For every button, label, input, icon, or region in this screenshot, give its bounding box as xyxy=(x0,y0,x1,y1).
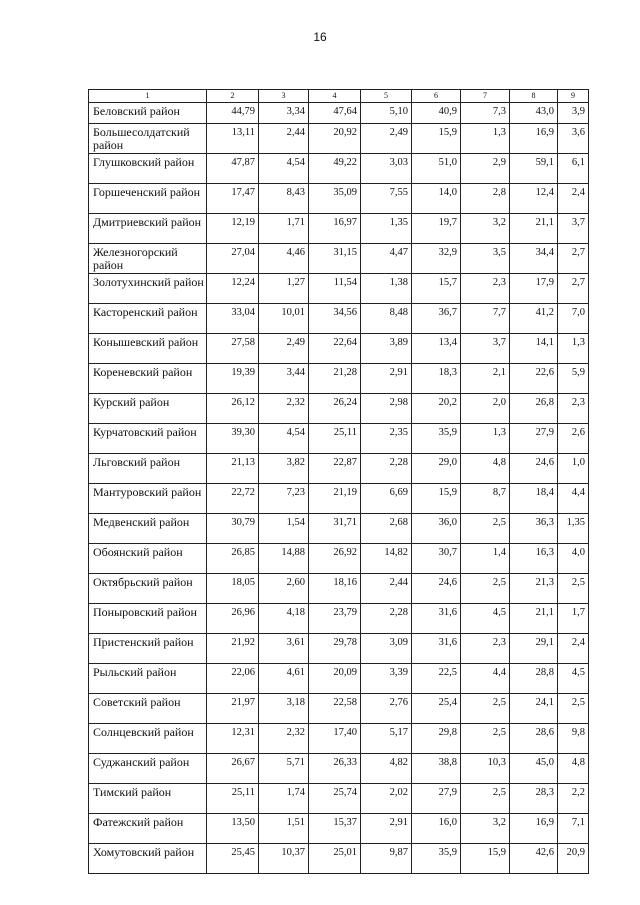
value-cell: 4,54 xyxy=(259,154,309,184)
column-header: 2 xyxy=(207,90,259,103)
value-cell: 31,15 xyxy=(309,244,361,274)
value-cell: 36,3 xyxy=(510,514,558,544)
value-cell: 3,7 xyxy=(461,334,510,364)
value-cell: 7,0 xyxy=(558,304,589,334)
value-cell: 3,9 xyxy=(558,103,589,124)
value-cell: 4,47 xyxy=(361,244,412,274)
district-name-cell: Солнцевский район xyxy=(89,724,207,754)
table-row xyxy=(89,454,589,484)
table-row xyxy=(89,544,589,574)
table-row xyxy=(89,724,589,754)
district-name-cell: Дмитриевский район xyxy=(89,214,207,244)
district-name-cell: Октябрьский район xyxy=(89,574,207,604)
table-row xyxy=(89,514,589,544)
value-cell: 2,3 xyxy=(558,394,589,424)
value-cell: 2,98 xyxy=(361,394,412,424)
table-row xyxy=(89,754,589,784)
value-cell: 1,71 xyxy=(259,214,309,244)
value-cell: 2,5 xyxy=(558,694,589,724)
value-cell: 1,51 xyxy=(259,814,309,844)
value-cell: 4,8 xyxy=(558,754,589,784)
table-body xyxy=(89,103,589,874)
value-cell: 2,3 xyxy=(461,274,510,304)
value-cell: 16,97 xyxy=(309,214,361,244)
district-name-cell: Железногорский район xyxy=(89,244,207,274)
value-cell: 26,24 xyxy=(309,394,361,424)
value-cell: 13,11 xyxy=(207,124,259,154)
table-row xyxy=(89,634,589,664)
value-cell: 16,3 xyxy=(510,544,558,574)
value-cell: 26,92 xyxy=(309,544,361,574)
district-name-cell: Рыльский район xyxy=(89,664,207,694)
value-cell: 4,54 xyxy=(259,424,309,454)
value-cell: 2,4 xyxy=(558,184,589,214)
value-cell: 16,9 xyxy=(510,814,558,844)
value-cell: 7,3 xyxy=(461,103,510,124)
value-cell: 31,6 xyxy=(412,604,461,634)
value-cell: 8,7 xyxy=(461,484,510,514)
value-cell: 4,4 xyxy=(461,664,510,694)
value-cell: 18,3 xyxy=(412,364,461,394)
value-cell: 21,13 xyxy=(207,454,259,484)
value-cell: 3,44 xyxy=(259,364,309,394)
column-header: 3 xyxy=(259,90,309,103)
value-cell: 1,74 xyxy=(259,784,309,814)
table-row xyxy=(89,484,589,514)
column-header: 5 xyxy=(361,90,412,103)
value-cell: 2,76 xyxy=(361,694,412,724)
value-cell: 15,9 xyxy=(412,484,461,514)
district-name-cell: Горшеченский район xyxy=(89,184,207,214)
value-cell: 16,0 xyxy=(412,814,461,844)
value-cell: 2,0 xyxy=(461,394,510,424)
district-name-cell: Большесолдатский район xyxy=(89,124,207,154)
value-cell: 2,6 xyxy=(558,424,589,454)
value-cell: 11,54 xyxy=(309,274,361,304)
value-cell: 3,82 xyxy=(259,454,309,484)
value-cell: 29,0 xyxy=(412,454,461,484)
value-cell: 34,4 xyxy=(510,244,558,274)
value-cell: 24,1 xyxy=(510,694,558,724)
value-cell: 3,34 xyxy=(259,103,309,124)
value-cell: 20,09 xyxy=(309,664,361,694)
value-cell: 12,31 xyxy=(207,724,259,754)
value-cell: 12,19 xyxy=(207,214,259,244)
value-cell: 7,55 xyxy=(361,184,412,214)
value-cell: 21,28 xyxy=(309,364,361,394)
value-cell: 5,10 xyxy=(361,103,412,124)
district-name-cell: Тимский район xyxy=(89,784,207,814)
value-cell: 2,68 xyxy=(361,514,412,544)
table-row xyxy=(89,154,589,184)
table-row xyxy=(89,574,589,604)
value-cell: 1,0 xyxy=(558,454,589,484)
value-cell: 30,79 xyxy=(207,514,259,544)
district-name-cell: Хомутовский район xyxy=(89,844,207,874)
table-row xyxy=(89,334,589,364)
value-cell: 1,4 xyxy=(461,544,510,574)
value-cell: 2,28 xyxy=(361,604,412,634)
value-cell: 7,7 xyxy=(461,304,510,334)
value-cell: 28,8 xyxy=(510,664,558,694)
value-cell: 31,71 xyxy=(309,514,361,544)
value-cell: 2,60 xyxy=(259,574,309,604)
value-cell: 26,8 xyxy=(510,394,558,424)
value-cell: 29,1 xyxy=(510,634,558,664)
value-cell: 25,11 xyxy=(207,784,259,814)
value-cell: 4,18 xyxy=(259,604,309,634)
value-cell: 17,40 xyxy=(309,724,361,754)
value-cell: 28,3 xyxy=(510,784,558,814)
table-row xyxy=(89,664,589,694)
value-cell: 1,3 xyxy=(461,424,510,454)
value-cell: 8,43 xyxy=(259,184,309,214)
value-cell: 1,54 xyxy=(259,514,309,544)
value-cell: 25,45 xyxy=(207,844,259,874)
value-cell: 6,69 xyxy=(361,484,412,514)
district-name-cell: Советский район xyxy=(89,694,207,724)
value-cell: 2,49 xyxy=(361,124,412,154)
value-cell: 41,2 xyxy=(510,304,558,334)
district-name-cell: Поныровский район xyxy=(89,604,207,634)
page-number: 16 xyxy=(313,30,327,44)
value-cell: 2,3 xyxy=(461,634,510,664)
value-cell: 21,92 xyxy=(207,634,259,664)
district-name-cell: Суджанский район xyxy=(89,754,207,784)
district-name-cell: Обоянский район xyxy=(89,544,207,574)
value-cell: 4,0 xyxy=(558,544,589,574)
value-cell: 14,88 xyxy=(259,544,309,574)
value-cell: 2,7 xyxy=(558,244,589,274)
value-cell: 5,71 xyxy=(259,754,309,784)
value-cell: 3,6 xyxy=(558,124,589,154)
table-row xyxy=(89,184,589,214)
district-name-cell: Конышевский район xyxy=(89,334,207,364)
value-cell: 3,18 xyxy=(259,694,309,724)
value-cell: 2,5 xyxy=(461,514,510,544)
value-cell: 21,1 xyxy=(510,214,558,244)
value-cell: 7,1 xyxy=(558,814,589,844)
value-cell: 2,5 xyxy=(558,574,589,604)
value-cell: 26,12 xyxy=(207,394,259,424)
value-cell: 22,58 xyxy=(309,694,361,724)
value-cell: 1,7 xyxy=(558,604,589,634)
value-cell: 14,82 xyxy=(361,544,412,574)
value-cell: 3,2 xyxy=(461,214,510,244)
value-cell: 25,01 xyxy=(309,844,361,874)
value-cell: 34,56 xyxy=(309,304,361,334)
value-cell: 12,4 xyxy=(510,184,558,214)
value-cell: 22,72 xyxy=(207,484,259,514)
value-cell: 3,09 xyxy=(361,634,412,664)
value-cell: 22,64 xyxy=(309,334,361,364)
value-cell: 22,5 xyxy=(412,664,461,694)
value-cell: 8,48 xyxy=(361,304,412,334)
value-cell: 31,6 xyxy=(412,634,461,664)
value-cell: 4,5 xyxy=(558,664,589,694)
value-cell: 19,7 xyxy=(412,214,461,244)
value-cell: 20,9 xyxy=(558,844,589,874)
value-cell: 12,24 xyxy=(207,274,259,304)
value-cell: 19,39 xyxy=(207,364,259,394)
value-cell: 33,04 xyxy=(207,304,259,334)
value-cell: 35,9 xyxy=(412,844,461,874)
value-cell: 45,0 xyxy=(510,754,558,784)
value-cell: 4,5 xyxy=(461,604,510,634)
table-row xyxy=(89,304,589,334)
value-cell: 2,8 xyxy=(461,184,510,214)
value-cell: 25,74 xyxy=(309,784,361,814)
value-cell: 27,04 xyxy=(207,244,259,274)
value-cell: 1,27 xyxy=(259,274,309,304)
table-row xyxy=(89,364,589,394)
value-cell: 25,11 xyxy=(309,424,361,454)
value-cell: 7,23 xyxy=(259,484,309,514)
column-header: 6 xyxy=(412,90,461,103)
value-cell: 2,49 xyxy=(259,334,309,364)
table-row xyxy=(89,604,589,634)
table-row xyxy=(89,844,589,874)
value-cell: 10,3 xyxy=(461,754,510,784)
value-cell: 32,9 xyxy=(412,244,461,274)
value-cell: 15,9 xyxy=(461,844,510,874)
value-cell: 21,97 xyxy=(207,694,259,724)
table-row xyxy=(89,784,589,814)
district-name-cell: Кореневский район xyxy=(89,364,207,394)
value-cell: 5,9 xyxy=(558,364,589,394)
value-cell: 59,1 xyxy=(510,154,558,184)
value-cell: 35,9 xyxy=(412,424,461,454)
value-cell: 2,9 xyxy=(461,154,510,184)
value-cell: 2,7 xyxy=(558,274,589,304)
value-cell: 10,01 xyxy=(259,304,309,334)
table-row xyxy=(89,394,589,424)
table-row xyxy=(89,274,589,304)
value-cell: 2,44 xyxy=(259,124,309,154)
value-cell: 21,1 xyxy=(510,604,558,634)
value-cell: 3,5 xyxy=(461,244,510,274)
value-cell: 9,87 xyxy=(361,844,412,874)
value-cell: 2,02 xyxy=(361,784,412,814)
value-cell: 39,30 xyxy=(207,424,259,454)
value-cell: 13,4 xyxy=(412,334,461,364)
value-cell: 2,5 xyxy=(461,724,510,754)
value-cell: 2,28 xyxy=(361,454,412,484)
value-cell: 2,1 xyxy=(461,364,510,394)
district-name-cell: Курчатовский район xyxy=(89,424,207,454)
value-cell: 35,09 xyxy=(309,184,361,214)
column-header: 7 xyxy=(461,90,510,103)
district-name-cell: Мантуровский район xyxy=(89,484,207,514)
value-cell: 2,5 xyxy=(461,784,510,814)
district-name-cell: Золотухинский район xyxy=(89,274,207,304)
district-name-cell: Глушковский район xyxy=(89,154,207,184)
value-cell: 27,9 xyxy=(510,424,558,454)
value-cell: 3,61 xyxy=(259,634,309,664)
column-header: 4 xyxy=(309,90,361,103)
value-cell: 1,3 xyxy=(558,334,589,364)
value-cell: 6,1 xyxy=(558,154,589,184)
value-cell: 51,0 xyxy=(412,154,461,184)
value-cell: 23,79 xyxy=(309,604,361,634)
value-cell: 13,50 xyxy=(207,814,259,844)
value-cell: 29,8 xyxy=(412,724,461,754)
value-cell: 4,8 xyxy=(461,454,510,484)
value-cell: 2,91 xyxy=(361,814,412,844)
value-cell: 26,67 xyxy=(207,754,259,784)
table-row xyxy=(89,244,589,274)
value-cell: 3,7 xyxy=(558,214,589,244)
value-cell: 3,2 xyxy=(461,814,510,844)
value-cell: 27,58 xyxy=(207,334,259,364)
value-cell: 15,37 xyxy=(309,814,361,844)
district-name-cell: Касторенский район xyxy=(89,304,207,334)
value-cell: 2,2 xyxy=(558,784,589,814)
value-cell: 40,9 xyxy=(412,103,461,124)
table-row xyxy=(89,103,589,124)
value-cell: 3,03 xyxy=(361,154,412,184)
value-cell: 43,0 xyxy=(510,103,558,124)
value-cell: 2,5 xyxy=(461,574,510,604)
value-cell: 18,05 xyxy=(207,574,259,604)
column-header: 1 xyxy=(89,90,207,103)
value-cell: 15,7 xyxy=(412,274,461,304)
value-cell: 28,6 xyxy=(510,724,558,754)
table-row xyxy=(89,424,589,454)
value-cell: 47,87 xyxy=(207,154,259,184)
column-header: 9 xyxy=(558,90,589,103)
value-cell: 30,7 xyxy=(412,544,461,574)
value-cell: 47,64 xyxy=(309,103,361,124)
value-cell: 2,32 xyxy=(259,724,309,754)
district-name-cell: Льговский район xyxy=(89,454,207,484)
value-cell: 17,47 xyxy=(207,184,259,214)
value-cell: 20,92 xyxy=(309,124,361,154)
value-cell: 3,39 xyxy=(361,664,412,694)
value-cell: 4,61 xyxy=(259,664,309,694)
value-cell: 49,22 xyxy=(309,154,361,184)
value-cell: 2,44 xyxy=(361,574,412,604)
value-cell: 2,4 xyxy=(558,634,589,664)
value-cell: 26,85 xyxy=(207,544,259,574)
value-cell: 21,19 xyxy=(309,484,361,514)
value-cell: 1,35 xyxy=(361,214,412,244)
data-table xyxy=(88,89,589,874)
value-cell: 21,3 xyxy=(510,574,558,604)
value-cell: 10,37 xyxy=(259,844,309,874)
value-cell: 1,3 xyxy=(461,124,510,154)
value-cell: 15,9 xyxy=(412,124,461,154)
value-cell: 4,82 xyxy=(361,754,412,784)
value-cell: 29,78 xyxy=(309,634,361,664)
value-cell: 4,4 xyxy=(558,484,589,514)
value-cell: 26,33 xyxy=(309,754,361,784)
value-cell: 38,8 xyxy=(412,754,461,784)
value-cell: 14,1 xyxy=(510,334,558,364)
value-cell: 24,6 xyxy=(412,574,461,604)
value-cell: 22,6 xyxy=(510,364,558,394)
value-cell: 25,4 xyxy=(412,694,461,724)
table-row xyxy=(89,214,589,244)
value-cell: 18,4 xyxy=(510,484,558,514)
table-row xyxy=(89,694,589,724)
value-cell: 2,91 xyxy=(361,364,412,394)
district-name-cell: Медвенский район xyxy=(89,514,207,544)
value-cell: 1,38 xyxy=(361,274,412,304)
district-name-cell: Курский район xyxy=(89,394,207,424)
value-cell: 27,9 xyxy=(412,784,461,814)
value-cell: 4,46 xyxy=(259,244,309,274)
value-cell: 44,79 xyxy=(207,103,259,124)
district-name-cell: Фатежский район xyxy=(89,814,207,844)
table-header-row xyxy=(89,90,589,103)
value-cell: 17,9 xyxy=(510,274,558,304)
value-cell: 3,89 xyxy=(361,334,412,364)
value-cell: 14,0 xyxy=(412,184,461,214)
value-cell: 22,06 xyxy=(207,664,259,694)
table-row xyxy=(89,814,589,844)
column-header: 8 xyxy=(510,90,558,103)
value-cell: 18,16 xyxy=(309,574,361,604)
value-cell: 22,87 xyxy=(309,454,361,484)
value-cell: 36,0 xyxy=(412,514,461,544)
value-cell: 26,96 xyxy=(207,604,259,634)
value-cell: 42,6 xyxy=(510,844,558,874)
value-cell: 36,7 xyxy=(412,304,461,334)
table-row xyxy=(89,124,589,154)
district-name-cell: Беловский район xyxy=(89,103,207,124)
value-cell: 16,9 xyxy=(510,124,558,154)
value-cell: 2,32 xyxy=(259,394,309,424)
value-cell: 5,17 xyxy=(361,724,412,754)
district-name-cell: Пристенский район xyxy=(89,634,207,664)
value-cell: 2,5 xyxy=(461,694,510,724)
value-cell: 2,35 xyxy=(361,424,412,454)
value-cell: 9,8 xyxy=(558,724,589,754)
value-cell: 20,2 xyxy=(412,394,461,424)
value-cell: 24,6 xyxy=(510,454,558,484)
value-cell: 1,35 xyxy=(558,514,589,544)
